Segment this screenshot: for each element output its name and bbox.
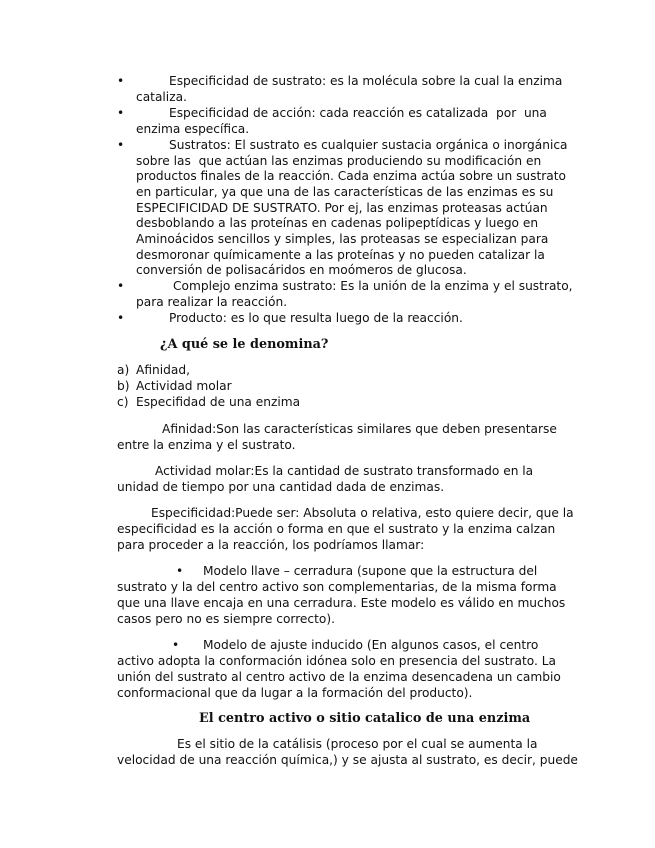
bullet-icon: • [117, 138, 125, 152]
text-line: para proceder a la reacción, los podríamos llamar: [117, 538, 425, 552]
bullet-icon: • [176, 564, 184, 578]
text-line: conversión de polisacáridos en moómeros de glucosa. [136, 263, 467, 277]
list-marker: b) [117, 379, 130, 393]
section-heading: El centro activo o sitio catalico de una enzima [199, 711, 531, 726]
text-line: casos pero no es siempre correcto). [117, 612, 335, 626]
text-line: Especificidad de acción: cada reacción es catalizada por una [169, 106, 547, 120]
question-heading: ¿A qué se le denomina? [160, 337, 329, 352]
text-line: ESPECIFICIDAD DE SUSTRATO. Por ej, las enzimas proteasas actúan [136, 201, 548, 215]
text-line: sobre las que actúan las enzimas produciendo su modificación en [136, 154, 542, 168]
bullet-icon: • [117, 279, 125, 293]
list-item: Afinidad, [136, 363, 190, 377]
text-line: desboblando a las proteínas en cadenas polipeptídicas y luego en [136, 216, 539, 230]
text-line: unidad de tiempo por una cantidad dada de enzimas. [117, 480, 445, 494]
bullet-icon: • [117, 311, 125, 325]
text-line: Aminoácidos sencillos y simples, las proteasas se especializan para [136, 232, 549, 246]
text-line: productos finales de la reacción. Cada enzima actúa sobre un sustrato [136, 169, 566, 183]
list-item: Actividad molar [136, 379, 232, 393]
bullet-icon: • [117, 106, 125, 120]
text-line: sustrato y la del centro activo son complementarias, de la misma forma [117, 580, 557, 594]
text-line: Sustratos: El sustrato es cualquier sustacia orgánica o inorgánica [169, 138, 568, 152]
text-line: unión del sustrato al centro activo de la enzima desencadena un cambio [117, 670, 561, 684]
list-marker: c) [117, 395, 129, 409]
list-item: Especifidad de una enzima [136, 395, 301, 409]
text-line: activo adopta la conformación idónea solo en presencia del sustrato. La [117, 654, 556, 668]
text-line: entre la enzima y el sustrato. [117, 438, 296, 452]
text-line: Especificidad de sustrato: es la molécula sobre la cual la enzima [169, 74, 563, 88]
text-line: para realizar la reacción. [136, 295, 288, 309]
text-line: Afinidad:Son las características similares que deben presentarse [162, 422, 557, 436]
text-line: Modelo de ajuste inducido (En algunos casos, el centro [203, 638, 539, 652]
text-line: Complejo enzima sustrato: Es la unión de la enzima y el sustrato, [173, 279, 573, 293]
bullet-icon: • [172, 638, 180, 652]
list-marker: a) [117, 363, 130, 377]
text-line: velocidad de una reacción química,) y se ajusta al sustrato, es decir, puede [117, 753, 578, 767]
text-line: enzima específica. [136, 122, 250, 136]
text-line: Modelo llave – cerradura (supone que la estructura del [203, 564, 538, 578]
text-line: Especificidad:Puede ser: Absoluta o relativa, esto quiere decir, que la [151, 506, 574, 520]
text-line: especificidad es la acción o forma en que el sustrato y la enzima calzan [117, 522, 556, 536]
text-line: Actividad molar:Es la cantidad de sustrato transformado en la [155, 464, 534, 478]
text-line: desmoronar químicamente a las proteínas y no pueden catalizar la [136, 248, 545, 262]
text-line: Es el sitio de la catálisis (proceso por el cual se aumenta la [177, 737, 538, 751]
text-line: Producto: es lo que resulta luego de la reacción. [169, 311, 463, 325]
bullet-icon: • [117, 74, 125, 88]
text-line: conformacional que da lugar a la formación del producto). [117, 686, 473, 700]
text-line: que una llave encaja en una cerradura. Este modelo es válido en muchos [117, 596, 566, 610]
text-line: cataliza. [136, 90, 187, 104]
text-line: en particular, ya que una de las características de las enzimas es su [136, 185, 554, 199]
